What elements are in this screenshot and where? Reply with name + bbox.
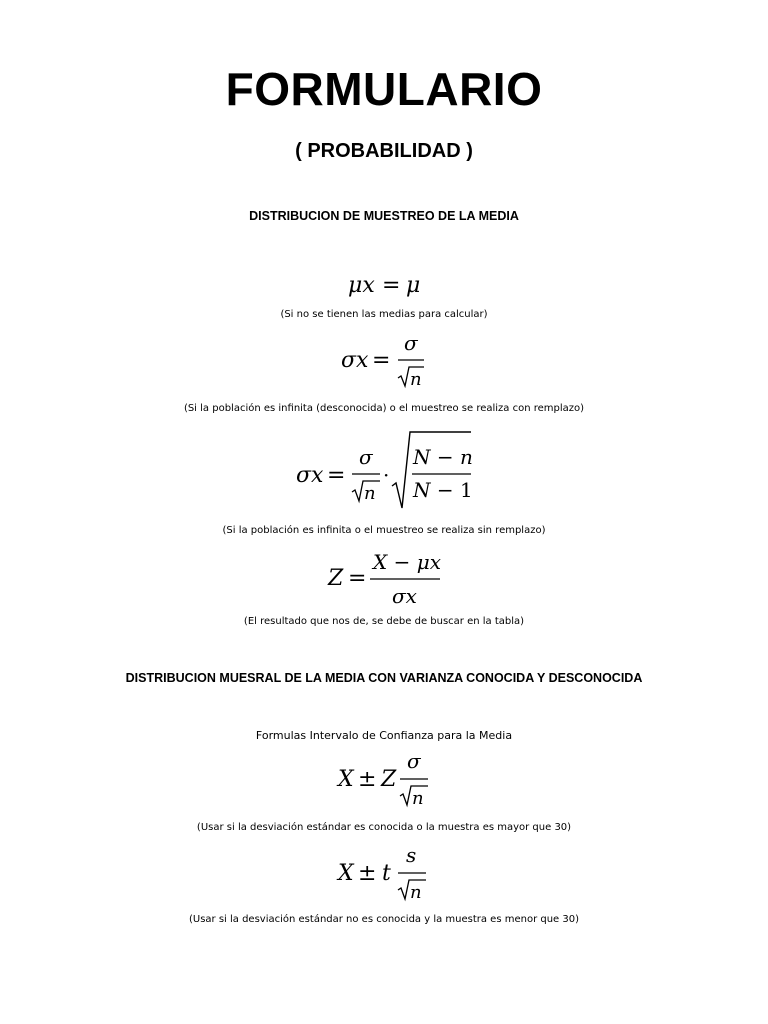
svg-text:X: X bbox=[338, 861, 354, 886]
section-label-intervalo: Formulas Intervalo de Confianza para la Media bbox=[255, 729, 513, 742]
svg-text:μ: μ bbox=[406, 273, 421, 298]
section-heading-muestreo: DISTRIBUCION DE MUESTREO DE LA MEDIA bbox=[249, 209, 519, 223]
svg-text:=: = bbox=[327, 463, 346, 488]
formula-confidence-interval-z bbox=[334, 748, 434, 812]
svg-text:n: n bbox=[364, 483, 376, 504]
note-formula-5: (Usar si la desviación estándar es conocida o la muestra es mayor que 30) bbox=[196, 822, 572, 833]
svg-text:n: n bbox=[410, 882, 422, 903]
svg-text:X: X bbox=[338, 767, 354, 792]
svg-text:n: n bbox=[412, 788, 424, 809]
svg-text:t: t bbox=[382, 861, 391, 886]
formula-confidence-interval-t bbox=[334, 842, 434, 906]
svg-text:σx: σx bbox=[296, 463, 324, 488]
svg-text:Z: Z bbox=[328, 566, 344, 591]
svg-text:=: = bbox=[348, 566, 367, 591]
svg-text:N − 1: N − 1 bbox=[413, 478, 473, 502]
note-formula-6: (Usar si la desviación estándar no es conocida y la muestra es menor que 30) bbox=[188, 914, 580, 925]
svg-text:±: ± bbox=[358, 861, 377, 886]
svg-text:σ: σ bbox=[407, 749, 421, 773]
page-title: FORMULARIO bbox=[225, 63, 543, 115]
svg-text:s: s bbox=[406, 843, 417, 867]
formula-standard-error bbox=[336, 330, 436, 394]
note-formula-2: (Si la población es infinita (desconocida) o el muestreo se realiza con remplazo) bbox=[183, 403, 585, 414]
svg-text:·: · bbox=[383, 463, 390, 487]
svg-text:=: = bbox=[382, 273, 401, 298]
note-formula-1: (Si no se tienen las medias para calcular) bbox=[280, 309, 488, 320]
page-subtitle: ( PROBABILIDAD ) bbox=[295, 140, 473, 162]
svg-text:=: = bbox=[372, 348, 391, 373]
svg-text:σ: σ bbox=[404, 331, 418, 355]
svg-text:μx: μx bbox=[348, 273, 375, 298]
svg-text:σx: σx bbox=[341, 348, 369, 373]
svg-text:σ: σ bbox=[359, 445, 373, 469]
section-heading-intervalo: DISTRIBUCION MUESRAL DE LA MEDIA CON VARIANZA CONOCIDA Y DESCONOCIDA bbox=[125, 671, 643, 685]
formula-mean-of-means bbox=[334, 268, 434, 304]
svg-text:±: ± bbox=[358, 767, 377, 792]
note-formula-3: (Si la población es infinita o el muestreo se realiza sin remplazo) bbox=[222, 525, 546, 536]
svg-text:N − n: N − n bbox=[413, 445, 473, 469]
svg-text:n: n bbox=[410, 369, 422, 390]
svg-text:Z: Z bbox=[381, 767, 397, 792]
svg-text:X − μx: X − μx bbox=[373, 550, 442, 574]
formula-z-score bbox=[324, 546, 448, 612]
note-formula-4: (El resultado que nos de, se debe de buscar en la tabla) bbox=[243, 616, 525, 627]
formula-standard-error-finite bbox=[294, 428, 484, 514]
svg-text:σx: σx bbox=[392, 584, 417, 608]
